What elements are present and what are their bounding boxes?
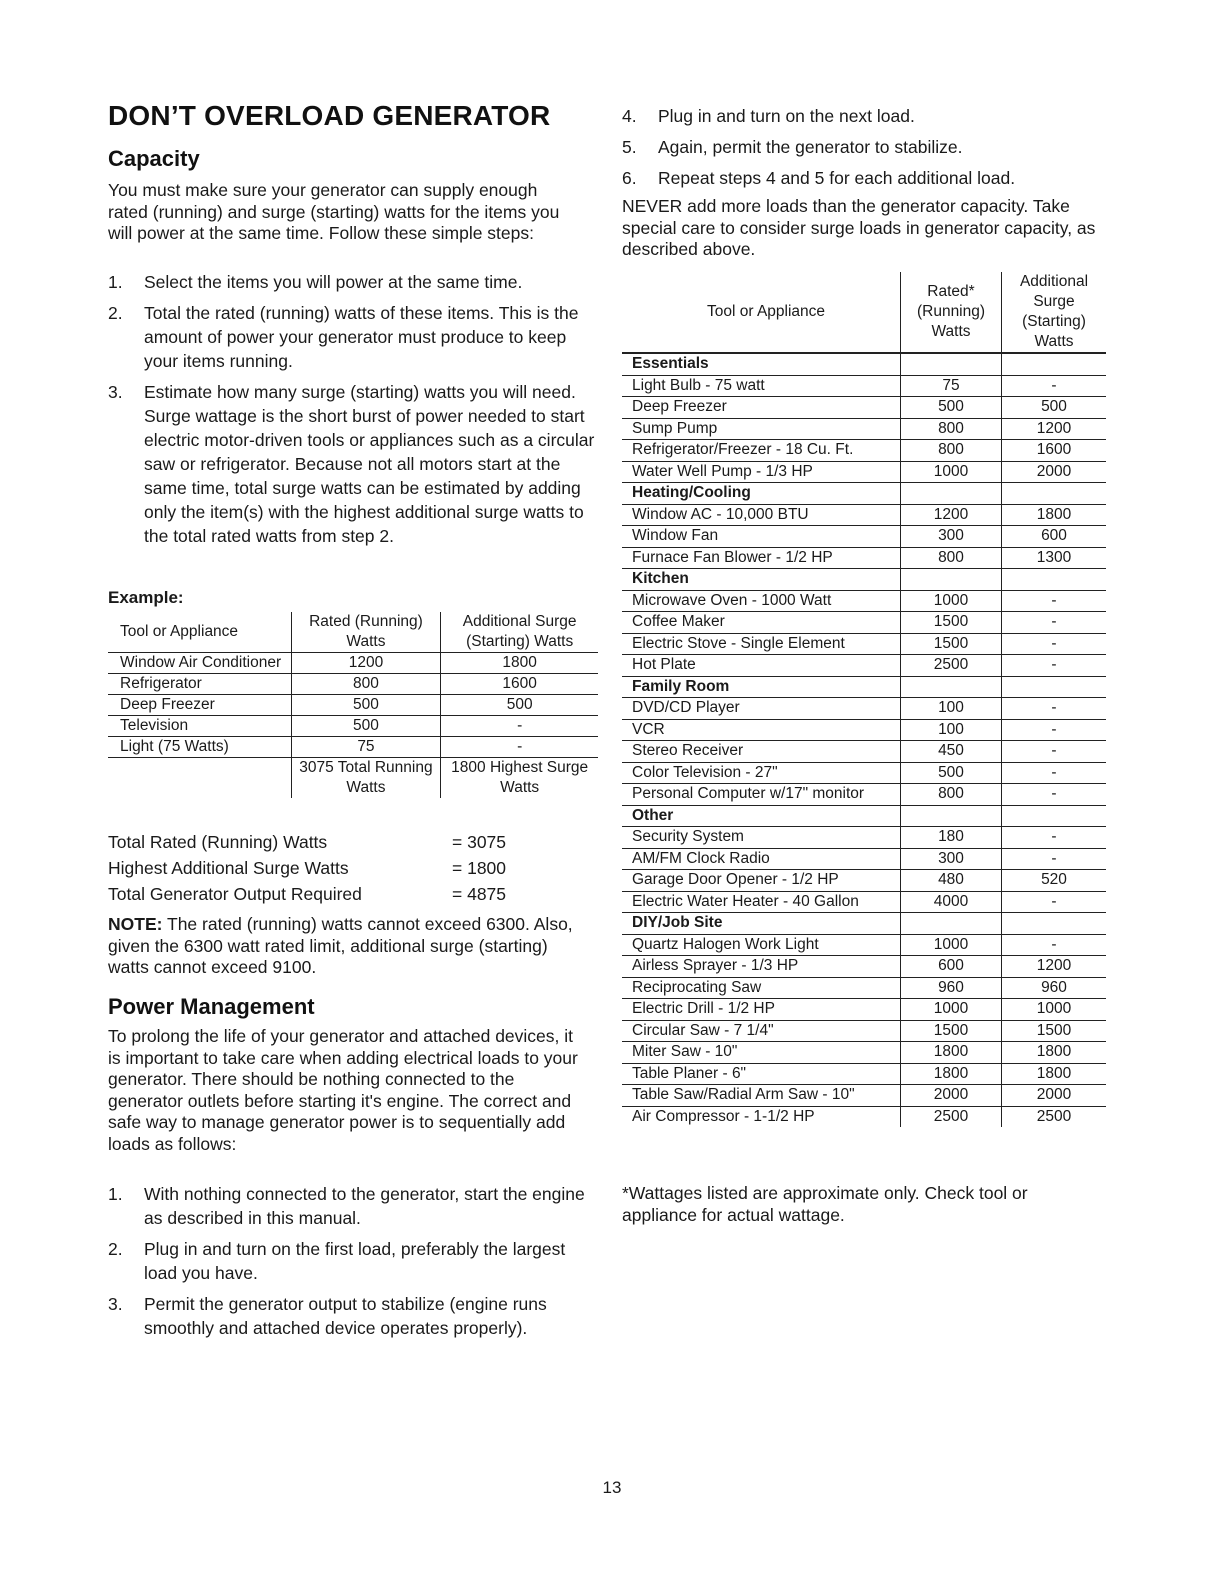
appliance-rated: 800 [901,547,1002,569]
appliance-name: Light Bulb - 75 watt [622,375,901,397]
appliance-rated: 75 [901,375,1002,397]
appliance-surge: 1800 [1002,1063,1107,1085]
appliance-row [622,547,1106,569]
appliance-rated: 600 [901,956,1002,978]
appliance-rated: 1000 [901,590,1002,612]
appliance-header-item: Tool or Appliance [622,272,901,353]
category-row [622,913,1106,935]
appliance-rated: 450 [901,741,1002,763]
appliance-name: Electric Drill - 1/2 HP [622,999,901,1021]
appliance-row [622,999,1106,1021]
appliance-rated: 1000 [901,934,1002,956]
appliance-surge: 2000 [1002,461,1107,483]
calc-label: Total Generator Output Required [108,884,362,904]
category-name: Heating/Cooling [622,483,901,505]
example-total-surge: 1800 Highest Surge Watts [441,758,598,799]
example-rated: 500 [291,716,441,737]
appliance-surge: - [1002,934,1107,956]
appliance-row [622,1106,1106,1127]
appliance-rated: 2500 [901,655,1002,677]
step-item [108,270,596,294]
appliance-name: Color Television - 27" [622,762,901,784]
category-row [622,676,1106,698]
appliance-name: Electric Stove - Single Element [622,633,901,655]
appliance-rated: 4000 [901,891,1002,913]
step-text: Plug in and turn on the next load. [658,106,915,126]
category-surge-empty [1002,483,1107,505]
appliance-rated: 800 [901,784,1002,806]
category-row [622,805,1106,827]
category-surge-empty [1002,676,1107,698]
category-name: Essentials [622,353,901,375]
step-item [622,166,1110,190]
appliance-rated: 1500 [901,612,1002,634]
example-surge: 500 [441,695,598,716]
category-row [622,483,1106,505]
appliance-name: Window Fan [622,526,901,548]
example-label: Example: [108,588,184,607]
appliance-surge: 2000 [1002,1085,1107,1107]
appliance-row [622,848,1106,870]
appliance-surge: 2500 [1002,1106,1107,1127]
appliance-row [622,934,1106,956]
power-management-heading: Power Management [108,994,315,1019]
power-steps-right [622,104,1110,197]
category-surge-empty [1002,805,1107,827]
appliance-row [622,1020,1106,1042]
appliance-row [622,375,1106,397]
step-number: 3. [108,382,123,402]
step-text: Select the items you will power at the same time. [144,272,523,292]
appliance-surge: 1200 [1002,956,1107,978]
appliance-surge: - [1002,612,1107,634]
appliance-row [622,504,1106,526]
appliance-surge: 500 [1002,397,1107,419]
step-item [108,1237,588,1285]
appliance-rated: 1500 [901,633,1002,655]
appliance-surge: 960 [1002,977,1107,999]
appliance-rated: 100 [901,698,1002,720]
appliance-surge: - [1002,848,1107,870]
appliance-rated: 100 [901,719,1002,741]
example-rated: 800 [291,674,441,695]
appliance-name: Circular Saw - 7 1/4" [622,1020,901,1042]
appliance-name: Water Well Pump - 1/3 HP [622,461,901,483]
category-rated-empty [901,676,1002,698]
note-text: The rated (running) watts cannot exceed 6300. Also, given the 6300 watt rated limit, additional surge (starting) watts cannot exceed 9100. [108,914,573,977]
appliance-surge: - [1002,762,1107,784]
calc-row [108,829,506,855]
example-surge: - [441,737,598,758]
appliance-name: Reciprocating Saw [622,977,901,999]
example-surge: 1800 [441,653,598,674]
appliance-row [622,1085,1106,1107]
step-number: 6. [622,168,637,188]
example-item: Window Air Conditioner [108,653,291,674]
example-row [108,674,598,695]
appliance-surge: 1000 [1002,999,1107,1021]
appliance-name: Stereo Receiver [622,741,901,763]
appliance-surge: 520 [1002,870,1107,892]
step-text: Again, permit the generator to stabilize. [658,137,963,157]
example-item: Television [108,716,291,737]
calc-value: = 3075 [452,832,507,852]
calc-label: Highest Additional Surge Watts [108,858,349,878]
example-surge: - [441,716,598,737]
appliance-row [622,698,1106,720]
appliance-surge: 1800 [1002,1042,1107,1064]
appliance-surge: - [1002,375,1107,397]
example-rated: 75 [291,737,441,758]
capacity-heading: Capacity [108,146,200,171]
step-item [108,380,596,548]
appliance-name: Coffee Maker [622,612,901,634]
step-number: 2. [108,303,123,323]
appliance-row [622,784,1106,806]
calc-label: Total Rated (Running) Watts [108,832,328,852]
example-item: Deep Freezer [108,695,291,716]
appliance-rated: 1000 [901,461,1002,483]
appliance-surge: - [1002,590,1107,612]
appliance-rated: 2500 [901,1106,1002,1127]
category-name: DIY/Job Site [622,913,901,935]
example-row [108,737,598,758]
example-item: Light (75 Watts) [108,737,291,758]
step-number: 2. [108,1239,123,1259]
step-number: 5. [622,137,637,157]
appliance-rated: 300 [901,526,1002,548]
page-title: DON’T OVERLOAD GENERATOR [108,100,551,131]
step-text: Permit the generator output to stabilize (engine runs smoothly and attached device operates properly). [144,1294,547,1338]
calc-value: = 1800 [452,858,507,878]
appliance-surge: - [1002,741,1107,763]
appliance-wattage-table [622,272,1106,1127]
appliance-name: Window AC - 10,000 BTU [622,504,901,526]
appliance-name: VCR [622,719,901,741]
power-intro: To prolong the life of your generator and attached devices, it is important to take care when adding electrical loads to your generator. There should be nothing connected to the generator outlets before starting it's engine. The correct and safe way to manage generator power is to sequentially add loads as follows: [108,1026,578,1154]
appliance-name: Furnace Fan Blower - 1/2 HP [622,547,901,569]
example-total-spacer [108,758,291,799]
appliance-row [622,418,1106,440]
appliance-row [622,977,1106,999]
category-rated-empty [901,913,1002,935]
category-rated-empty [901,805,1002,827]
appliance-surge: - [1002,784,1107,806]
example-row [108,716,598,737]
appliance-name: Airless Sprayer - 1/3 HP [622,956,901,978]
appliance-name: Personal Computer w/17" monitor [622,784,901,806]
step-item [622,104,1110,128]
appliance-row [622,440,1106,462]
example-surge: 1600 [441,674,598,695]
appliance-name: Miter Saw - 10" [622,1042,901,1064]
appliance-surge: 1600 [1002,440,1107,462]
appliance-surge: 1300 [1002,547,1107,569]
example-header-row [108,612,598,653]
category-name: Other [622,805,901,827]
step-text: Repeat steps 4 and 5 for each additional load. [658,168,1016,188]
category-rated-empty [901,569,1002,591]
appliance-header-row [622,272,1106,353]
step-text: Total the rated (running) watts of these items. This is the amount of power your generator must produce to keep your items running. [144,303,579,371]
appliance-surge: 600 [1002,526,1107,548]
page-number: 13 [602,1478,622,1497]
category-name: Kitchen [622,569,901,591]
calc-row [108,855,506,881]
category-rated-empty [901,483,1002,505]
category-row [622,353,1106,375]
appliance-row [622,590,1106,612]
appliance-name: Table Planer - 6" [622,1063,901,1085]
appliance-rated: 1200 [901,504,1002,526]
appliance-rated: 500 [901,397,1002,419]
appliance-row [622,956,1106,978]
step-text: Estimate how many surge (starting) watts you will need. Surge wattage is the short burst of power needed to start electric motor-driven tools or appliances such as a circular saw or refrigerator. Because not all motors start at the same time, total surge watts can be estimated by adding only the item(s) with the highest additional surge watts to the total rated watts from step 2. [144,382,595,546]
appliance-surge: - [1002,827,1107,849]
appliance-rated: 480 [901,870,1002,892]
example-header-rated: Rated (Running) Watts [291,612,441,653]
appliance-row [622,762,1106,784]
appliance-name: Security System [622,827,901,849]
appliance-row [622,655,1106,677]
appliance-header-surge: Additional Surge (Starting) Watts [1002,272,1107,353]
appliance-name: Table Saw/Radial Arm Saw - 10" [622,1085,901,1107]
appliance-rated: 800 [901,418,1002,440]
example-total-row [108,758,598,799]
appliance-rated: 1800 [901,1042,1002,1064]
note-label: NOTE: [108,914,163,934]
appliance-row [622,612,1106,634]
appliance-row [622,461,1106,483]
power-warning: NEVER add more loads than the generator capacity. Take special care to consider surge loads in generator capacity, as described above. [622,196,1096,259]
appliance-surge: - [1002,698,1107,720]
example-rated: 500 [291,695,441,716]
calculation-block [108,829,506,907]
appliance-row [622,633,1106,655]
step-item [108,1292,588,1340]
appliance-header-rated: Rated* (Running) Watts [901,272,1002,353]
appliance-surge: - [1002,719,1107,741]
appliance-name: Quartz Halogen Work Light [622,934,901,956]
step-number: 1. [108,272,123,292]
appliance-rated: 1500 [901,1020,1002,1042]
appliance-row [622,891,1106,913]
appliance-row [622,1063,1106,1085]
example-header-item: Tool or Appliance [108,612,291,653]
capacity-intro: You must make sure your generator can supply enough rated (running) and surge (starting) watts for the items you will power at the same time. Follow these simple steps: [108,180,560,243]
category-rated-empty [901,353,1002,375]
category-name: Family Room [622,676,901,698]
note-paragraph [108,914,588,979]
category-surge-empty [1002,353,1107,375]
appliance-name: Refrigerator/Freezer - 18 Cu. Ft. [622,440,901,462]
appliance-surge: - [1002,891,1107,913]
appliance-row [622,1042,1106,1064]
example-total-rated: 3075 Total Running Watts [291,758,441,799]
appliance-rated: 1000 [901,999,1002,1021]
step-item [108,1182,588,1230]
category-row [622,569,1106,591]
appliance-row [622,526,1106,548]
category-surge-empty [1002,569,1107,591]
step-item [622,135,1110,159]
appliance-name: Air Compressor - 1-1/2 HP [632,1107,815,1125]
appliance-row [622,719,1106,741]
appliance-rated: 2000 [901,1085,1002,1107]
appliance-surge: 1800 [1002,504,1107,526]
step-item [108,301,596,373]
appliance-surge: - [1002,655,1107,677]
appliance-name: AM/FM Clock Radio [622,848,901,870]
step-number: 3. [108,1294,123,1314]
appliance-name: Hot Plate [622,655,901,677]
appliance-rated: 500 [901,762,1002,784]
capacity-steps [108,270,596,555]
appliance-row [622,870,1106,892]
example-row [108,695,598,716]
step-number: 4. [622,106,637,126]
appliance-name: Electric Water Heater - 40 Gallon [622,891,901,913]
wattage-footnote: *Wattages listed are approximate only. Check tool or appliance for actual wattage. [622,1183,1028,1225]
appliance-surge: - [1002,633,1107,655]
appliance-rated: 1800 [901,1063,1002,1085]
example-table [108,612,598,798]
example-item: Refrigerator [108,674,291,695]
appliance-name: Microwave Oven - 1000 Watt [622,590,901,612]
example-header-surge: Additional Surge (Starting) Watts [441,612,598,653]
appliance-name: DVD/CD Player [622,698,901,720]
example-row [108,653,598,674]
appliance-name: Garage Door Opener - 1/2 HP [622,870,901,892]
calc-value: = 4875 [452,884,507,904]
appliance-rated: 960 [901,977,1002,999]
step-text: With nothing connected to the generator, start the engine as described in this manual. [144,1184,585,1228]
appliance-rated: 800 [901,440,1002,462]
step-text: Plug in and turn on the first load, preferably the largest load you have. [144,1239,566,1283]
power-steps-left [108,1182,588,1347]
step-number: 1. [108,1184,123,1204]
appliance-rated: 300 [901,848,1002,870]
appliance-row [622,397,1106,419]
appliance-rated: 180 [901,827,1002,849]
appliance-name: Sump Pump [622,418,901,440]
calc-row [108,881,506,907]
appliance-name: Deep Freezer [622,397,901,419]
appliance-row [622,741,1106,763]
appliance-surge: 1200 [1002,418,1107,440]
appliance-row [622,827,1106,849]
category-surge-empty [1002,913,1107,935]
appliance-surge: 1500 [1002,1020,1107,1042]
example-rated: 1200 [291,653,441,674]
